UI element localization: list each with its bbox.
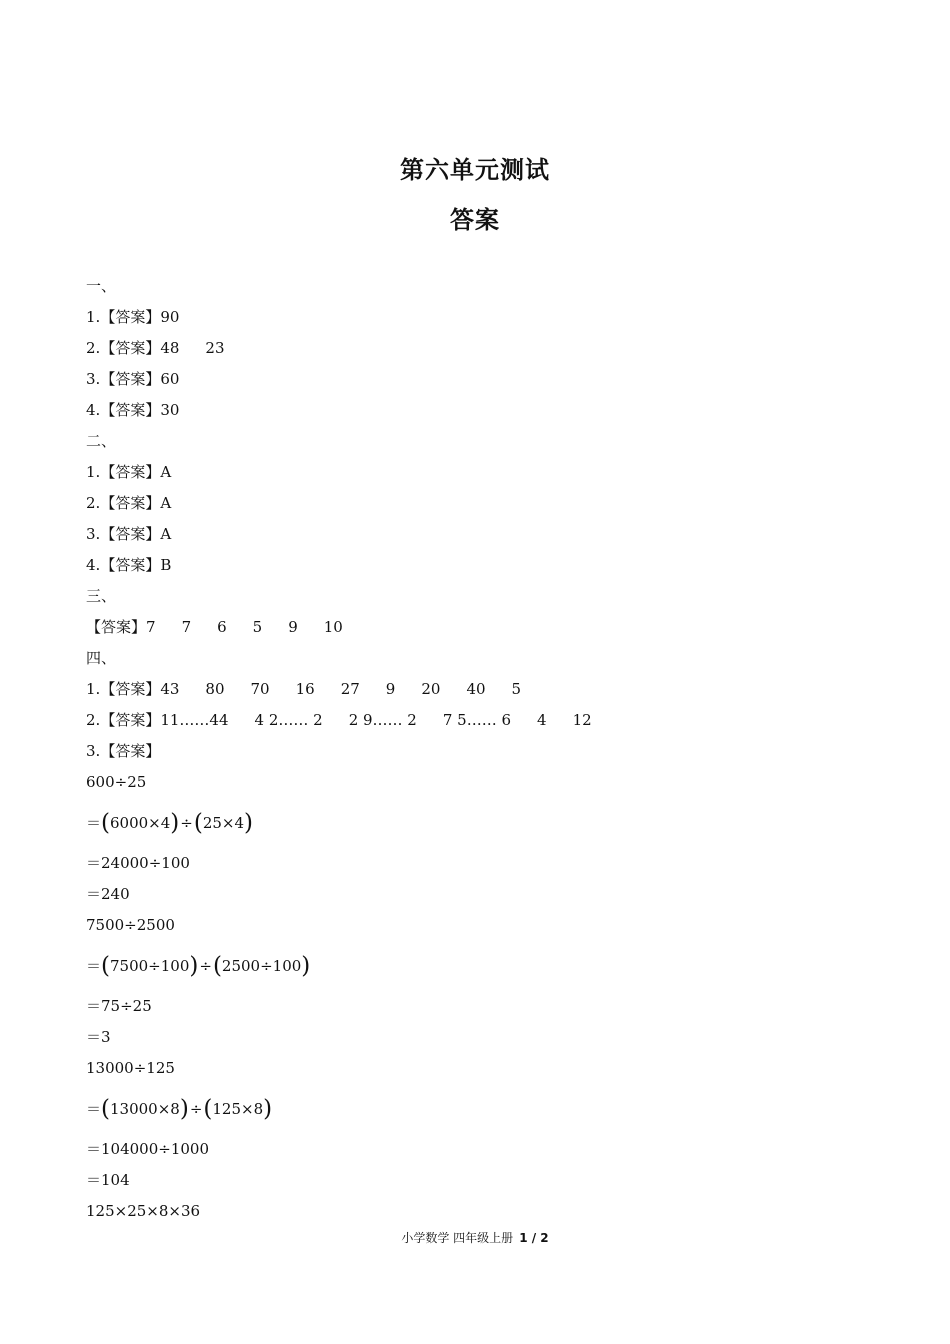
calc-line: 13000÷125 <box>86 1059 175 1077</box>
answer-row: 3.【答案】60 <box>86 370 180 388</box>
answer-value: 7 <box>181 618 192 636</box>
answer-row: 4.【答案】30 <box>86 401 180 419</box>
calc-line: ＝75÷25 <box>86 997 152 1015</box>
answer-value: 40 <box>466 680 486 698</box>
calc-line: ＝24000÷100 <box>86 854 190 872</box>
calc-line: ＝240 <box>86 885 130 903</box>
answer-value: 43 <box>160 680 180 698</box>
answer-value: 12 <box>572 711 592 729</box>
page-subtitle: 答案 <box>450 206 500 234</box>
page-number: 1 / 2 <box>519 1231 549 1245</box>
page-footer <box>0 1229 950 1246</box>
answer-value: 70 <box>250 680 270 698</box>
answer-value: 11……44 <box>160 711 229 729</box>
answer-row: 1.【答案】A <box>86 463 172 481</box>
section-heading: 四、 <box>86 649 117 667</box>
answer-row: 1.【答案】43 80 70 16 27 9 20 40 5 <box>86 674 866 705</box>
answer-value: A <box>160 463 172 481</box>
answer-value: 2 9…… 2 <box>348 711 417 729</box>
answer-value: 90 <box>160 308 180 326</box>
answer-row: 2.【答案】A <box>86 494 172 512</box>
answer-value: A <box>160 525 172 543</box>
answer-row: 【答案】7 7 6 5 9 10 <box>86 612 866 643</box>
answer-value: 9 <box>288 618 298 636</box>
section-heading: 三、 <box>86 587 117 605</box>
calc-line: ＝104000÷1000 <box>86 1140 210 1158</box>
answer-content <box>86 271 866 1227</box>
answer-value: 4 2…… 2 <box>254 711 323 729</box>
answer-value: A <box>160 494 172 512</box>
page-title: 第六单元测试 <box>400 156 550 184</box>
calc-line: 125×25×8×36 <box>86 1202 201 1220</box>
section-heading: 一、 <box>86 277 117 295</box>
answer-row: 1.【答案】90 <box>86 308 180 326</box>
answer-row: 3.【答案】A <box>86 525 172 543</box>
answer-value: 60 <box>160 370 180 388</box>
answer-value: 48 <box>160 339 180 357</box>
answer-value: 7 5…… 6 <box>442 711 512 729</box>
answer-row: 2.【答案】48 23 <box>86 333 866 364</box>
answer-value: 80 <box>205 680 225 698</box>
section-heading: 二、 <box>86 432 117 450</box>
answer-value: 6 <box>217 618 227 636</box>
answer-value: 7 <box>146 618 156 636</box>
calc-line: ＝(13000×8)÷(125×8) <box>86 1096 273 1122</box>
answer-value: 27 <box>340 680 360 698</box>
answer-value: 4 <box>537 711 547 729</box>
answer-value: 16 <box>295 680 315 698</box>
answer-value: 20 <box>421 680 441 698</box>
answer-value: B <box>160 556 172 574</box>
calc-line: ＝3 <box>86 1028 111 1046</box>
answer-row: 2.【答案】11……44 4 2…… 2 2 9…… 2 7 5…… 6 4 12 <box>86 705 866 736</box>
answer-row: 3.【答案】 <box>86 742 161 760</box>
footer-text: 小学数学 四年级上册 <box>401 1231 514 1245</box>
calc-line: 600÷25 <box>86 773 147 791</box>
answer-value: 9 <box>385 680 396 698</box>
calc-line: ＝(7500÷100)÷(2500÷100) <box>86 953 311 979</box>
calc-line: ＝104 <box>86 1171 130 1189</box>
answer-row: 4.【答案】B <box>86 556 172 574</box>
calc-line: ＝(6000×4)÷(25×4) <box>86 810 254 836</box>
answer-value: 10 <box>323 618 343 636</box>
answer-value: 5 <box>252 618 263 636</box>
answer-value: 30 <box>160 401 180 419</box>
answer-value: 5 <box>511 680 522 698</box>
answer-value: 23 <box>205 339 225 357</box>
calc-line: 7500÷2500 <box>86 916 175 934</box>
